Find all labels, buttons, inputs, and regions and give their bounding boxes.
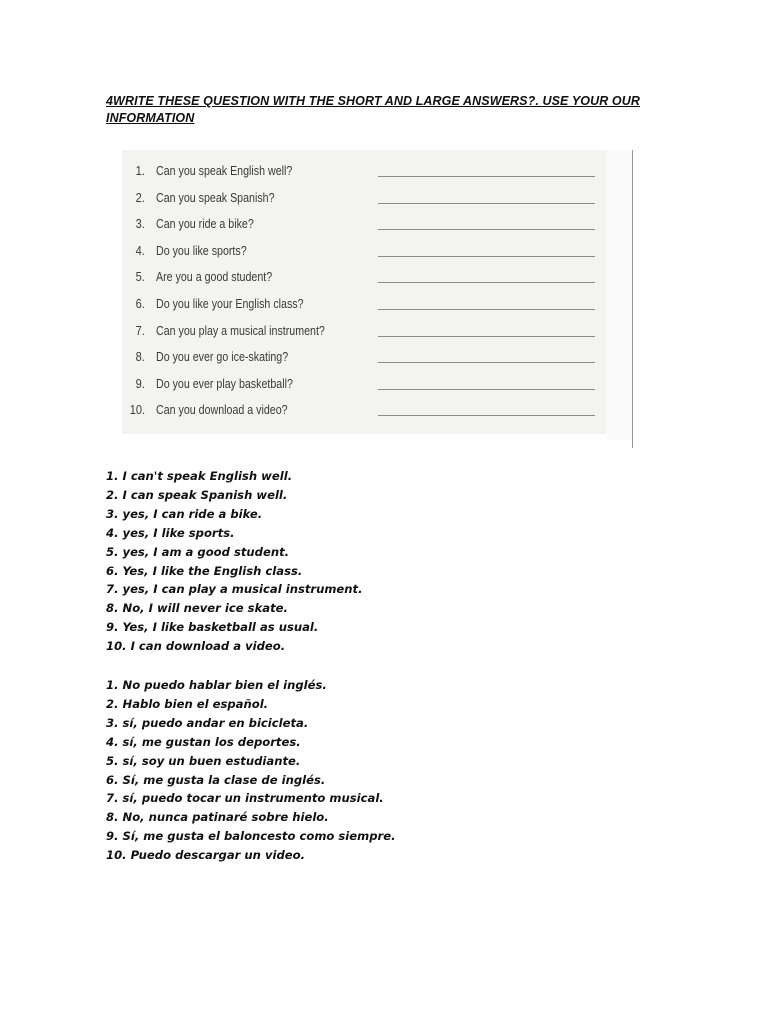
instructions-heading: 4WRITE THESE QUESTION WITH THE SHORT AND LARGE ANSWERS?. USE YOUR OUR INFORMATION bbox=[106, 94, 641, 125]
question-item bbox=[130, 190, 600, 217]
answer-item: 7. yes, I can play a musical instrument. bbox=[106, 582, 363, 597]
question-text: Can you ride a bike? bbox=[156, 216, 254, 232]
question-number: 3. bbox=[135, 216, 145, 232]
question-number: 4. bbox=[135, 242, 145, 258]
question-number: 6. bbox=[135, 295, 145, 311]
question-number: 9. bbox=[135, 375, 145, 391]
question-text: Can you speak Spanish? bbox=[156, 189, 275, 205]
answer-blank-line bbox=[378, 282, 595, 283]
question-text: Can you play a musical instrument? bbox=[156, 322, 325, 338]
english-answers-list bbox=[106, 467, 363, 656]
question-number: 10. bbox=[129, 402, 145, 418]
question-text: Do you ever play basketball? bbox=[156, 375, 293, 391]
question-number: 8. bbox=[135, 349, 145, 365]
question-number: 7. bbox=[135, 322, 145, 338]
answer-item: 1. I can't speak English well. bbox=[106, 469, 293, 483]
answer-item: 10. I can download a video. bbox=[106, 639, 286, 654]
answer-item: 2. I can speak Spanish well. bbox=[106, 487, 288, 502]
answer-blank-line bbox=[378, 176, 595, 177]
question-item bbox=[130, 376, 600, 403]
question-item bbox=[130, 163, 600, 190]
question-number: 1. bbox=[135, 163, 145, 178]
question-number: 2. bbox=[135, 189, 145, 205]
question-item bbox=[130, 216, 600, 243]
answer-blank-line bbox=[378, 309, 595, 310]
question-item bbox=[130, 243, 600, 270]
question-text: Can you download a video? bbox=[156, 402, 288, 418]
question-text: Do you like sports? bbox=[156, 242, 247, 258]
question-text: Do you ever go ice-skating? bbox=[156, 349, 289, 365]
scan-edge-line bbox=[632, 150, 633, 448]
answer-item: 8. No, nunca patinaré sobre hielo. bbox=[106, 810, 329, 825]
answer-blank-line bbox=[378, 203, 595, 204]
question-text: Can you speak English well? bbox=[156, 163, 293, 178]
answer-blank-line bbox=[378, 336, 595, 337]
answer-item: 3. sí, puedo andar en bicicleta. bbox=[106, 715, 309, 730]
answer-item: 2. Hablo bien el español. bbox=[106, 696, 269, 711]
spanish-answers-list bbox=[106, 676, 396, 865]
answer-blank-line bbox=[378, 362, 595, 363]
question-text: Are you a good student? bbox=[156, 269, 273, 285]
answer-blank-line bbox=[378, 229, 595, 230]
answer-item: 5. yes, I am a good student. bbox=[106, 544, 290, 559]
question-item bbox=[130, 269, 600, 296]
question-number: 5. bbox=[135, 269, 145, 285]
answer-blank-line bbox=[378, 256, 595, 257]
answer-item: 9. Sí, me gusta el baloncesto como siempre. bbox=[106, 829, 396, 844]
answer-item: 6. Yes, I like the English class. bbox=[106, 563, 303, 578]
answer-blank-line bbox=[378, 415, 595, 416]
answer-item: 3. yes, I can ride a bike. bbox=[106, 506, 263, 521]
answer-item: 8. No, I will never ice skate. bbox=[106, 601, 288, 616]
answer-item: 7. sí, puedo tocar un instrumento musical. bbox=[106, 791, 384, 806]
scan-margin bbox=[606, 150, 632, 440]
question-item bbox=[130, 323, 600, 350]
question-item bbox=[130, 349, 600, 376]
answer-item: 5. sí, soy un buen estudiante. bbox=[106, 753, 301, 768]
answer-item: 1. No puedo hablar bien el inglés. bbox=[106, 678, 327, 692]
answer-item: 10. Puedo descargar un video. bbox=[106, 848, 306, 863]
question-item bbox=[130, 296, 600, 323]
answer-item: 4. yes, I like sports. bbox=[106, 525, 235, 540]
question-text: Do you like your English class? bbox=[156, 295, 304, 311]
answer-item: 6. Sí, me gusta la clase de inglés. bbox=[106, 772, 326, 787]
question-item bbox=[130, 402, 600, 429]
question-list bbox=[130, 163, 600, 429]
answer-item: 4. sí, me gustan los deportes. bbox=[106, 734, 301, 749]
answer-blank-line bbox=[378, 389, 595, 390]
answer-item: 9. Yes, I like basketball as usual. bbox=[106, 620, 319, 635]
